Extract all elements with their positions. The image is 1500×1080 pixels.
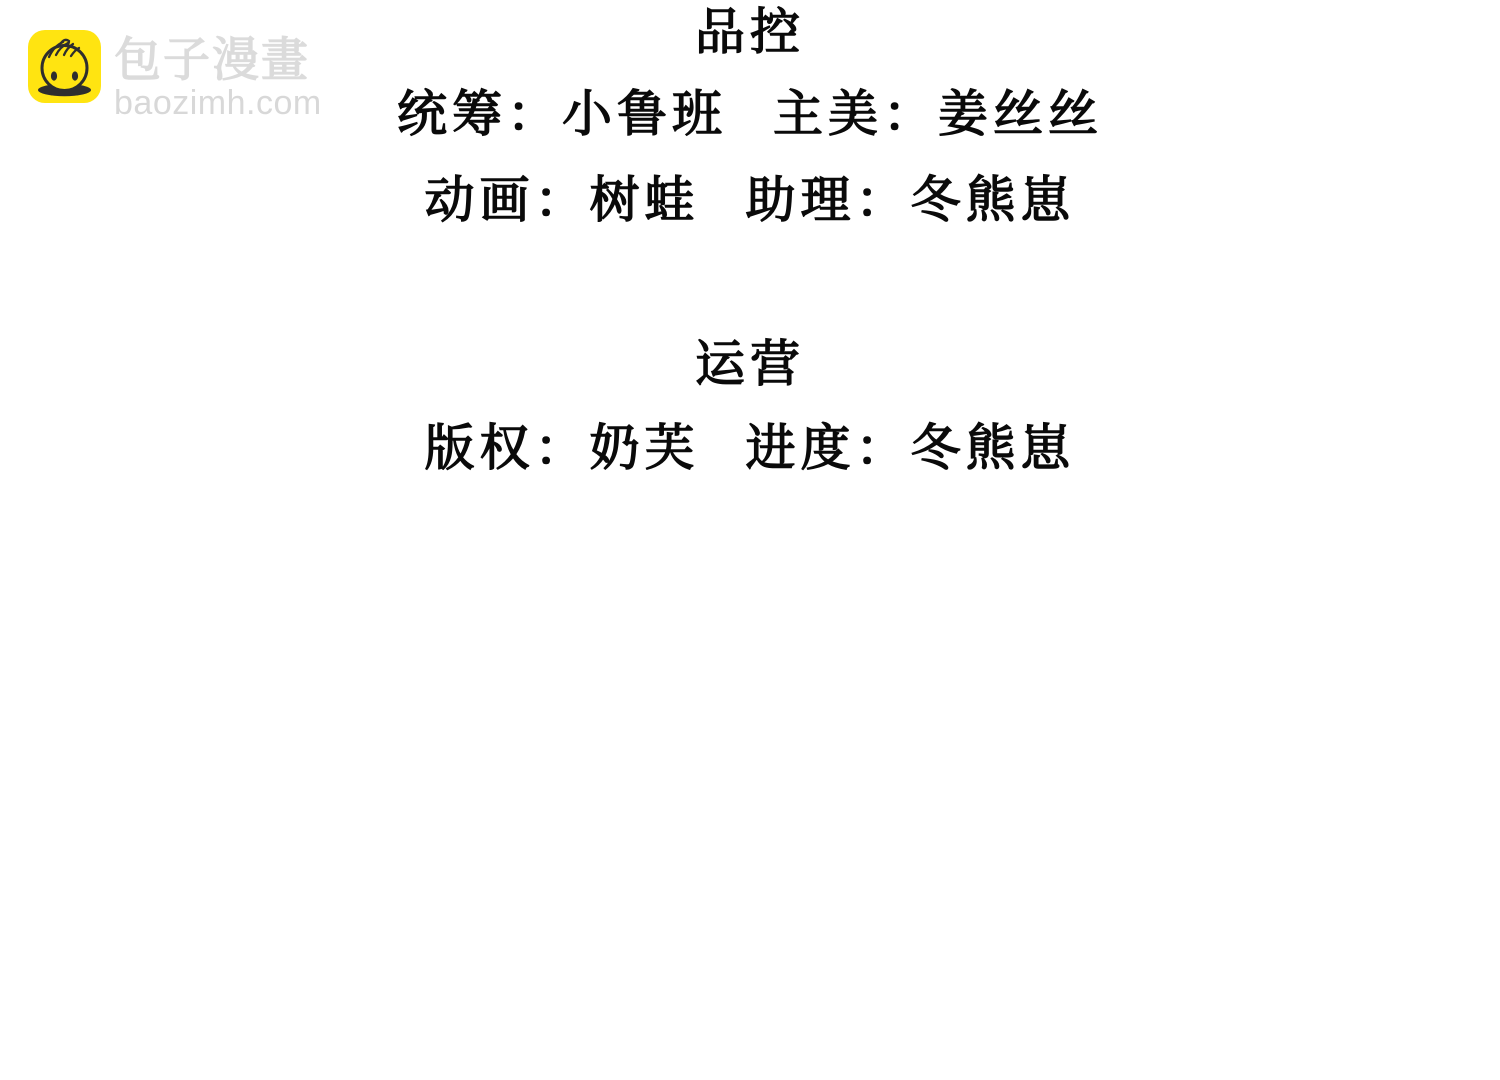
credit-row-coordinator-leadart (0, 86, 1500, 144)
section-title-operations (0, 336, 1500, 394)
brand-name: 包子漫畫 (114, 33, 310, 86)
credit-pair: 主美：姜丝丝 (773, 86, 1103, 142)
brand-domain: baozimh.com (114, 84, 322, 122)
credit-row-animation-assistant (0, 172, 1500, 230)
section-title-text: 品控 (695, 4, 805, 60)
credit-row-copyright-progress (0, 420, 1500, 478)
credit-pair: 统筹：小鲁班 (397, 86, 727, 142)
section-title-quality-control (0, 4, 1500, 62)
credit-pair: 版权：奶芙 (424, 420, 700, 476)
credit-pair: 助理：冬熊崽 (745, 172, 1076, 228)
section-title-text: 运营 (695, 336, 805, 392)
credit-pair: 进度：冬熊崽 (745, 420, 1076, 476)
credit-pair: 动画：树蛙 (424, 172, 700, 228)
